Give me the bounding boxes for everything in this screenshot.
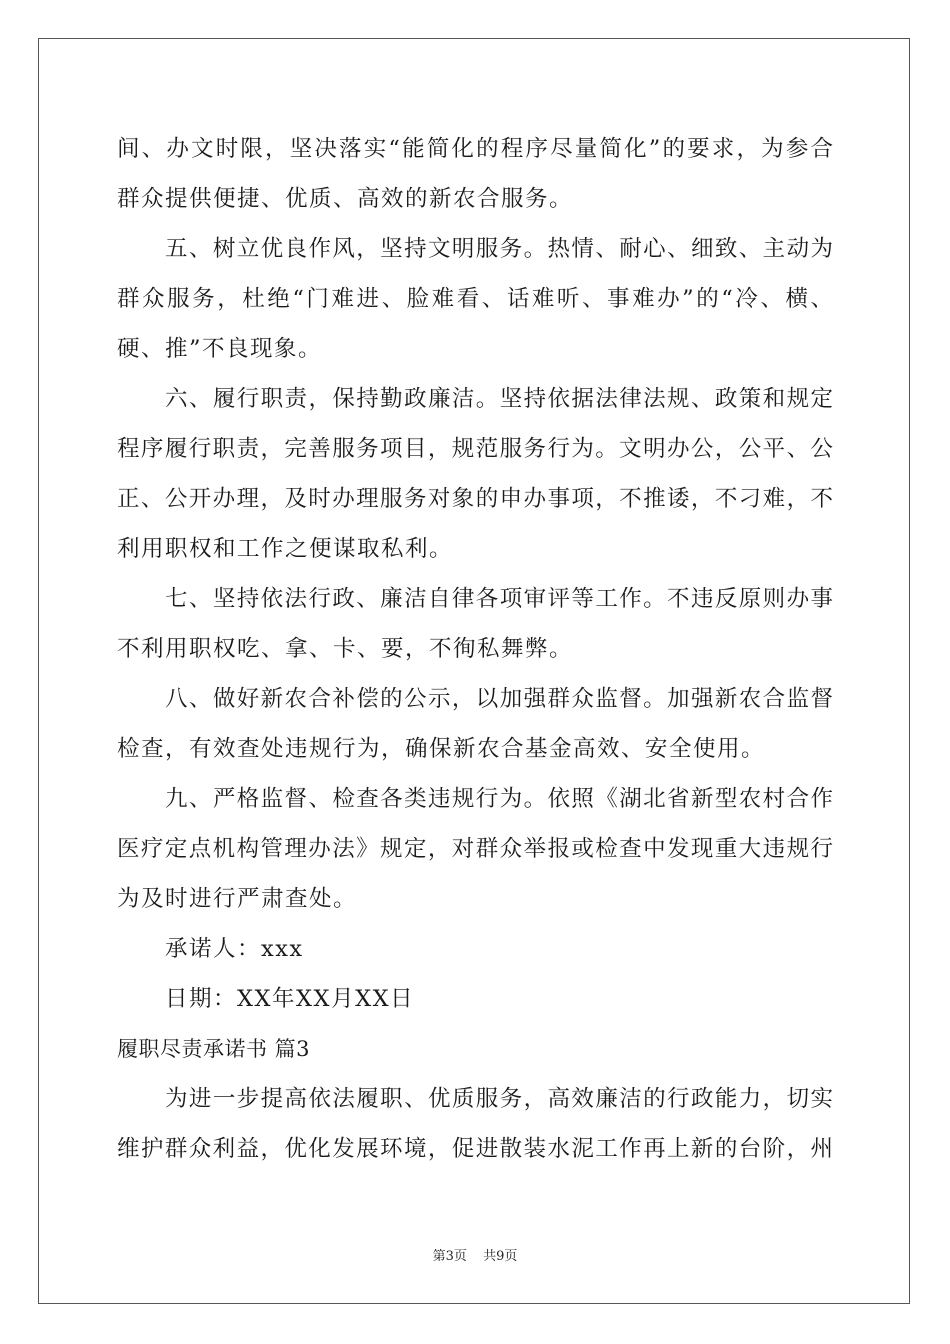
body-line: 利用职权和工作之便谋取私利。 xyxy=(117,536,454,562)
body-line: 程序履行职责，完善服务项目，规范服务行为。文明办公，公平、公 xyxy=(117,436,833,462)
signatory-line: 承诺人：xxx xyxy=(165,936,304,962)
body-line: 硬、推”不良现象。 xyxy=(117,336,323,362)
paragraph-seven-start: 七、坚持依法行政、廉洁自律各项审评等工作。不违反原则办事 xyxy=(165,586,833,612)
body-line: 群众提供便捷、优质、高效的新农合服务。 xyxy=(117,186,574,212)
body-line: 为及时进行严肃查处。 xyxy=(117,886,358,912)
section-title: 履职尽责承诺书 篇3 xyxy=(117,1037,311,1061)
paragraph-six-start: 六、履行职责，保持勤政廉洁。坚持依据法律法规、政策和规定 xyxy=(165,386,833,412)
body-line: 正、公开办理，及时办理服务对象的申办事项，不推诿，不刁难，不 xyxy=(117,486,833,512)
body-line: 维护群众利益，优化发展环境，促进散装水泥工作再上新的台阶，州 xyxy=(117,1136,833,1162)
paragraph-nine-start: 九、严格监督、检查各类违规行为。依照《湖北省新型农村合作 xyxy=(165,786,833,812)
body-line: 不利用职权吃、拿、卡、要，不徇私舞弊。 xyxy=(117,636,574,662)
body-line: 检查，有效查处违规行为，确保新农合基金高效、安全使用。 xyxy=(117,736,766,762)
page-number: 第3页 xyxy=(432,1249,467,1264)
paragraph-eight-start: 八、做好新农合补偿的公示，以加强群众监督。加强新农合监督 xyxy=(165,686,833,712)
document-body xyxy=(117,124,833,1174)
paragraph-five-start: 五、树立优良作风，坚持文明服务。热情、耐心、细致、主动为 xyxy=(165,236,833,262)
body-line: 间、办文时限，坚决落实“能简化的程序尽量简化”的要求，为参合 xyxy=(117,136,833,162)
date-line: 日期：XX年XX月XX日 xyxy=(165,986,415,1012)
page-total: 共9页 xyxy=(483,1249,518,1264)
body-line: 群众服务，杜绝“门难进、脸难看、话难听、事难办”的“冷、横、 xyxy=(117,286,833,312)
paragraph-intro-start: 为进一步提高依法履职、优质服务，高效廉洁的行政能力，切实 xyxy=(165,1086,833,1112)
page-footer xyxy=(0,1245,950,1264)
body-line: 医疗定点机构管理办法》规定，对群众举报或检查中发现重大违规行 xyxy=(117,836,833,862)
